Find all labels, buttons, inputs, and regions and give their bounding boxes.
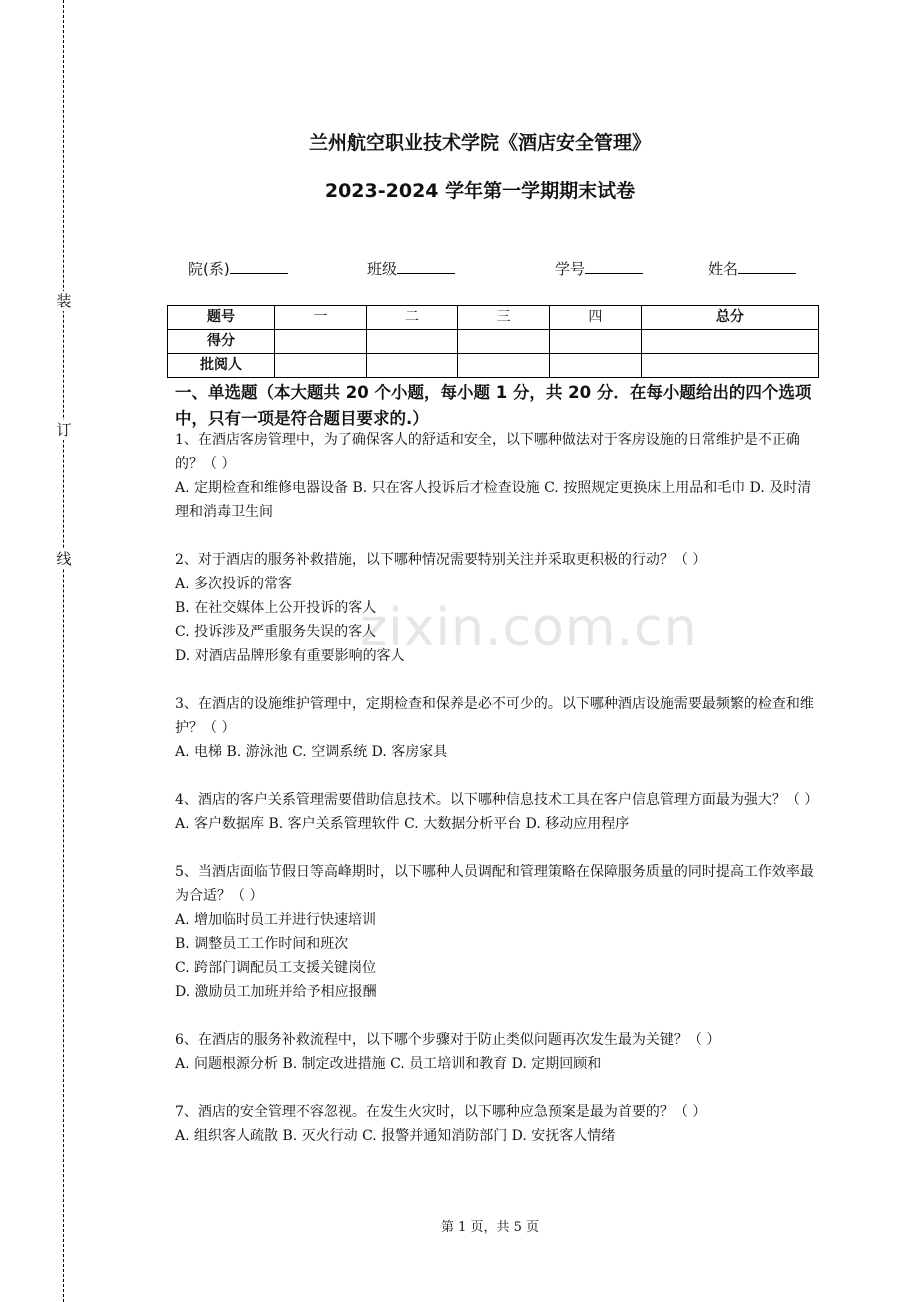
binding-char-xian: 线 (56, 550, 72, 568)
dept-field (188, 258, 288, 279)
question-options: B. 在社交媒体上公开投诉的客人 (175, 600, 377, 616)
section-heading: 一、单选题（本大题共 20 个小题，每小题 1 分，共 20 分．在每小题给出的四个选项中，只有一项是符合题目要求的.） (175, 383, 812, 428)
score-row-label: 得分 (168, 330, 275, 354)
question-options: D. 激励员工加班并给予相应报酬 (175, 984, 377, 1000)
score-cell (641, 330, 818, 354)
score-cell (366, 330, 458, 354)
student-id-field (555, 258, 643, 279)
score-cell (641, 354, 818, 378)
question-options: A. 增加临时员工并进行快速培训 (175, 912, 377, 928)
class-label: 班级 (367, 260, 398, 278)
question-list (175, 428, 820, 1172)
question-item (175, 788, 820, 836)
score-header-cell: 一 (275, 306, 367, 330)
question-stem: 1、在酒店客房管理中，为了确保客人的舒适和安全，以下哪种做法对于客房设施的日常维护是不正确的？（ ） (175, 432, 800, 472)
question-item (175, 1028, 820, 1076)
score-cell (275, 330, 367, 354)
score-table (167, 305, 819, 378)
question-stem: 4、酒店的客户关系管理需要借助信息技术。以下哪种信息技术工具在客户信息管理方面最为强大？（ ） (175, 792, 819, 808)
question-item (175, 1100, 820, 1148)
score-cell (366, 354, 458, 378)
watermark: zixin.com.cn (360, 598, 698, 658)
score-table-header-row (168, 306, 819, 330)
exam-subtitle: 2023-2024 学年第一学期期末试卷 (324, 180, 636, 202)
question-options: A. 定期检查和维修电器设备 B. 只在客人投诉后才检查设施 C. 按照规定更换床上用品和毛巾 D. 及时清理和消毒卫生间 (175, 480, 812, 520)
question-stem: 3、在酒店的设施维护管理中，定期检查和保养是必不可少的。以下哪种酒店设施需要最频繁的检查和维护？（ ） (175, 696, 814, 736)
score-cell (550, 354, 642, 378)
question-options: A. 客户数据库 B. 客户关系管理软件 C. 大数据分析平台 D. 移动应用程序 (175, 816, 630, 832)
student-id-label: 学号 (555, 260, 586, 278)
dept-label: 院(系) (188, 260, 230, 278)
score-header-cell: 四 (550, 306, 642, 330)
question-options: C. 跨部门调配员工支援关键岗位 (175, 960, 377, 976)
question-options: A. 问题根源分析 B. 制定改进措施 C. 员工培训和教育 D. 定期回顾和 (175, 1056, 602, 1072)
question-options: A. 多次投诉的常客 (175, 576, 293, 592)
question-item (175, 428, 820, 524)
question-stem: 5、当酒店面临节假日等高峰期时，以下哪种人员调配和管理策略在保障服务质量的同时提高工作效率最为合适？（ ） (175, 864, 814, 904)
question-options: D. 对酒店品牌形象有重要影响的客人 (175, 648, 405, 664)
score-table-row (168, 354, 819, 378)
question-item (175, 692, 820, 764)
score-cell (458, 330, 550, 354)
question-options: B. 调整员工工作时间和班次 (175, 936, 349, 952)
binding-char-ding: 订 (56, 421, 72, 439)
question-stem: 7、酒店的安全管理不容忽视。在发生火灾时，以下哪种应急预案是最为首要的？（ ） (175, 1104, 707, 1120)
name-field (708, 258, 796, 279)
name-label: 姓名 (708, 260, 739, 278)
question-options: A. 电梯 B. 游泳池 C. 空调系统 D. 客房家具 (175, 744, 448, 760)
question-options: C. 投诉涉及严重服务失误的客人 (175, 624, 377, 640)
class-blank (397, 259, 455, 274)
question-item (175, 548, 820, 668)
score-row-label: 批阅人 (168, 354, 275, 378)
question-stem: 6、在酒店的服务补救流程中，以下哪个步骤对于防止类似问题再次发生最为关键？（ ） (175, 1032, 721, 1048)
score-cell (275, 354, 367, 378)
score-header-cell: 总分 (641, 306, 818, 330)
question-item (175, 860, 820, 1004)
class-field (367, 258, 455, 279)
question-stem: 2、对于酒店的服务补救措施，以下哪种情况需要特别关注并采取更积极的行动？（ ） (175, 552, 707, 568)
score-header-cell: 题号 (168, 306, 275, 330)
exam-title: 兰州航空职业技术学院《酒店安全管理》 (308, 132, 651, 154)
score-cell (458, 354, 550, 378)
page-footer: 第 1 页，共 5 页 (440, 1220, 540, 1235)
score-table-row (168, 330, 819, 354)
score-header-cell: 二 (366, 306, 458, 330)
question-options: A. 组织客人疏散 B. 灭火行动 C. 报警并通知消防部门 D. 安抚客人情绪 (175, 1128, 616, 1144)
student-id-blank (585, 259, 643, 274)
name-blank (738, 259, 796, 274)
score-cell (550, 330, 642, 354)
score-header-cell: 三 (458, 306, 550, 330)
student-info-row (0, 258, 920, 280)
binding-char-zhuang: 装 (56, 292, 72, 310)
dept-blank (230, 259, 288, 274)
